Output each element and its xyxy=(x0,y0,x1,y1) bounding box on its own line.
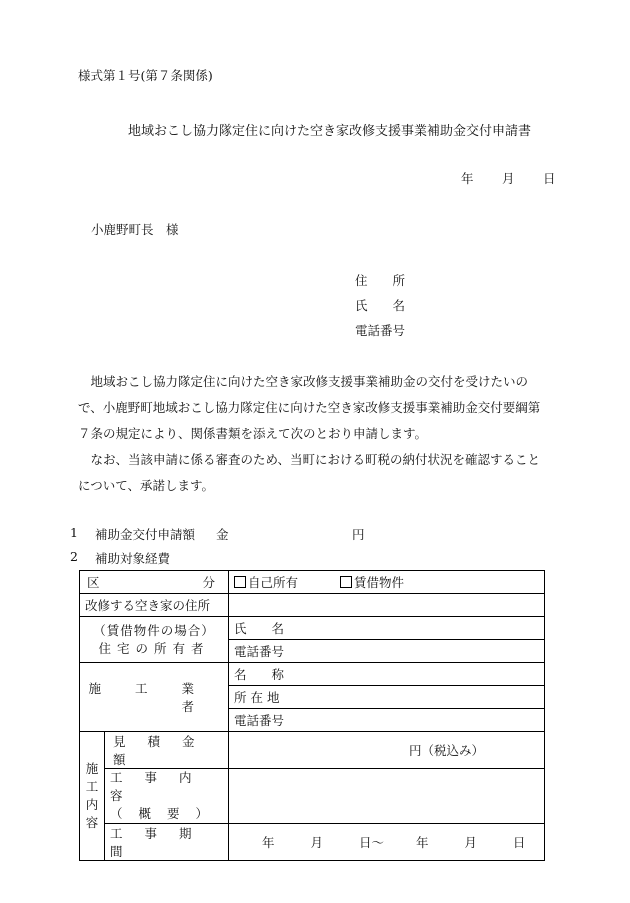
vacant-house-address-field[interactable] xyxy=(229,594,545,617)
estimate-row xyxy=(80,732,545,769)
owner-label-cell xyxy=(80,617,229,663)
item1-unit: 円 xyxy=(352,527,365,542)
category-row xyxy=(80,571,545,594)
period-end-year: 年 xyxy=(415,835,429,850)
addressee: 小鹿野町長 様 xyxy=(91,222,179,237)
estimate-value-cell[interactable] xyxy=(229,732,545,769)
content-label-cell xyxy=(105,769,229,824)
period-end-month: 月 xyxy=(464,835,477,850)
body-paragraph-2: なお、当該申請に係る審査のため、当町における町税の納付状況を確認することについて、承諾します。 xyxy=(78,452,541,493)
category-label-a: 区 xyxy=(87,575,100,590)
category-options-cell xyxy=(229,571,545,594)
owned-option-label: 自己所有 xyxy=(248,575,299,590)
applicant-phone-label: 電話番号 xyxy=(355,323,406,338)
contractor-name-row xyxy=(80,663,545,686)
contractor-name-cell[interactable] xyxy=(229,663,545,686)
content-value-cell[interactable] xyxy=(229,769,545,824)
period-end-day: 日 xyxy=(512,835,526,850)
construction-side-label: 施工内容 xyxy=(80,732,105,861)
estimate-label: 見積金額 xyxy=(113,734,217,767)
item1-label: 補助金交付申請額 xyxy=(95,527,196,542)
owner-phone-label: 電話番号 xyxy=(234,644,285,659)
item1-currency-prefix: 金 xyxy=(216,527,229,542)
owner-phone-cell[interactable] xyxy=(229,640,545,663)
owner-name-label: 氏 名 xyxy=(234,621,285,636)
item2-number: 2 xyxy=(70,549,78,564)
form-number: 様式第１号(第７条関係) xyxy=(78,68,213,83)
owned-checkbox[interactable] xyxy=(234,576,246,588)
contractor-location-cell[interactable] xyxy=(229,686,545,709)
vacant-house-address-label: 改修する空き家の住所 xyxy=(80,594,229,617)
period-value-cell[interactable] xyxy=(229,824,545,861)
vacant-house-address-row xyxy=(80,594,545,617)
period-start-year: 年 xyxy=(261,835,275,850)
body-text xyxy=(78,369,548,499)
item1-number: 1 xyxy=(70,525,78,540)
period-label-cell xyxy=(105,824,229,861)
owner-name-cell[interactable] xyxy=(229,617,545,640)
date-year: 年 xyxy=(461,171,474,186)
rented-option-label: 賃借物件 xyxy=(353,575,404,590)
category-label-cell xyxy=(80,571,229,594)
body-paragraph-1: 地域おこし協力隊定住に向けた空き家改修支援事業補助金の交付を受けたいので、小鹿野町地域おこし協力隊定住に向けた空き家改修支援事業補助金交付要綱第７条の規定により、関係書類を添えて次のとおり申請します。 xyxy=(78,374,541,441)
contractor-location-label: 所 在 地 xyxy=(234,690,280,705)
rented-checkbox[interactable] xyxy=(340,576,352,588)
applicant-name-label: 氏 名 xyxy=(355,298,406,313)
owner-label-line2: 住宅の所有者 xyxy=(98,640,210,656)
content-row xyxy=(80,769,545,824)
date-month: 月 xyxy=(502,171,515,186)
period-label: 工事期間 xyxy=(110,826,214,859)
category-label-b: 分 xyxy=(202,575,215,590)
contractor-label: 施工業者 xyxy=(80,663,229,732)
estimate-label-cell xyxy=(105,732,229,769)
owner-label-line1: （賃借物件の場合） xyxy=(93,622,215,638)
period-start-day: 日～ xyxy=(358,835,384,850)
contractor-phone-label: 電話番号 xyxy=(234,713,285,728)
document-title: 地域おこし協力隊定住に向けた空き家改修支援事業補助金交付申請書 xyxy=(128,124,532,139)
expense-table xyxy=(79,570,545,861)
content-label: 工事内容 xyxy=(110,770,214,803)
estimate-unit: 円（税込み） xyxy=(409,743,485,758)
item2-label: 補助対象経費 xyxy=(95,551,171,566)
contractor-name-label: 名 称 xyxy=(234,667,285,682)
owner-name-row xyxy=(80,617,545,640)
content-sub-label: （概要） xyxy=(110,806,225,821)
period-start-month: 月 xyxy=(310,835,323,850)
contractor-phone-cell[interactable] xyxy=(229,709,545,732)
applicant-address-label: 住 所 xyxy=(355,273,406,288)
date-day: 日 xyxy=(543,171,556,186)
period-row xyxy=(80,824,545,861)
